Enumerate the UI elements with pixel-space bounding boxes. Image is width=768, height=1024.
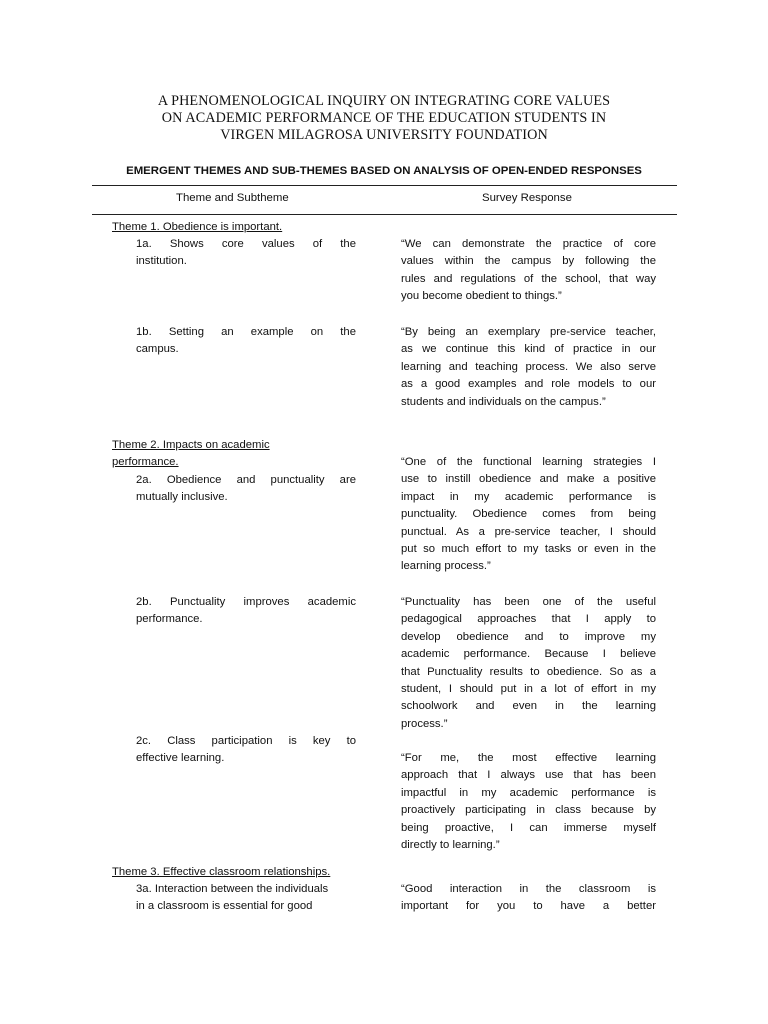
- title-line-3: VIRGEN MILAGROSA UNIVERSITY FOUNDATION: [220, 127, 548, 143]
- document-title: [0, 93, 768, 144]
- theme-3-heading: Theme 3. Effective classroom relationships.: [112, 866, 331, 878]
- title-line-2: ON ACADEMIC PERFORMANCE OF THE EDUCATION STUDENTS IN: [161, 110, 607, 126]
- table-top-rule: [92, 185, 677, 186]
- table-caption: EMERGENT THEMES AND SUB-THEMES BASED ON ANALYSIS OF OPEN-ENDED RESPONSES: [126, 165, 642, 177]
- theme-1-heading: Theme 1. Obedience is important.: [112, 221, 283, 233]
- title-line-1: A PHENOMENOLOGICAL INQUIRY ON INTEGRATING CORE VALUES: [157, 93, 611, 109]
- table-header-rule: [92, 214, 677, 215]
- subtheme-2a: 2a. Obedience and punctuality are mutually inclusive.: [136, 474, 356, 504]
- header-theme: Theme and Subtheme: [176, 192, 289, 204]
- response-3a: “Good interaction in the classroom is important for you to have a better: [401, 883, 656, 913]
- response-2c: “For me, the most effective learning approach that I always use that has been impactful in my academic performance is proactively participating in class because by being proactive, I can immerse myself directly to learning.”: [401, 752, 656, 852]
- response-1a: “We can demonstrate the practice of core values within the campus by following the rules and regulations of the school, that way you become obedient to things.”: [401, 238, 656, 303]
- response-2b: “Punctuality has been one of the useful pedagogical approaches that I apply to develop obedience and to improve my academic performance. Because I believe that Punctuality results to obedience. So as a student, I should put in a lot of effort in my schoolwork and even in the learning process.”: [401, 596, 656, 730]
- subtheme-1b: 1b. Setting an example on the campus.: [136, 326, 356, 356]
- response-2a: “One of the functional learning strategies I use to instill obedience and make a positive impact in my academic performance is punctuality. Obedience comes from being punctual. As a pre-service teacher, I should put so much effort to my tasks or even in the learning process.”: [401, 456, 656, 573]
- subtheme-3a: 3a. Interaction between the individuals in a classroom is essential for good: [136, 883, 329, 913]
- response-1b: “By being an exemplary pre-service teacher, as we continue this kind of practice in our learning and teaching process. We also serve as a good examples and role models to our students and individuals on the campus.”: [401, 326, 656, 408]
- theme-2-heading: Theme 2. Impacts on academic performance.: [112, 439, 270, 469]
- header-response: Survey Response: [482, 192, 572, 204]
- subtheme-2b: 2b. Punctuality improves academic performance.: [136, 596, 356, 626]
- subtheme-2c: 2c. Class participation is key to effective learning.: [136, 735, 356, 765]
- subtheme-1a: 1a. Shows core values of the institution.: [136, 238, 356, 268]
